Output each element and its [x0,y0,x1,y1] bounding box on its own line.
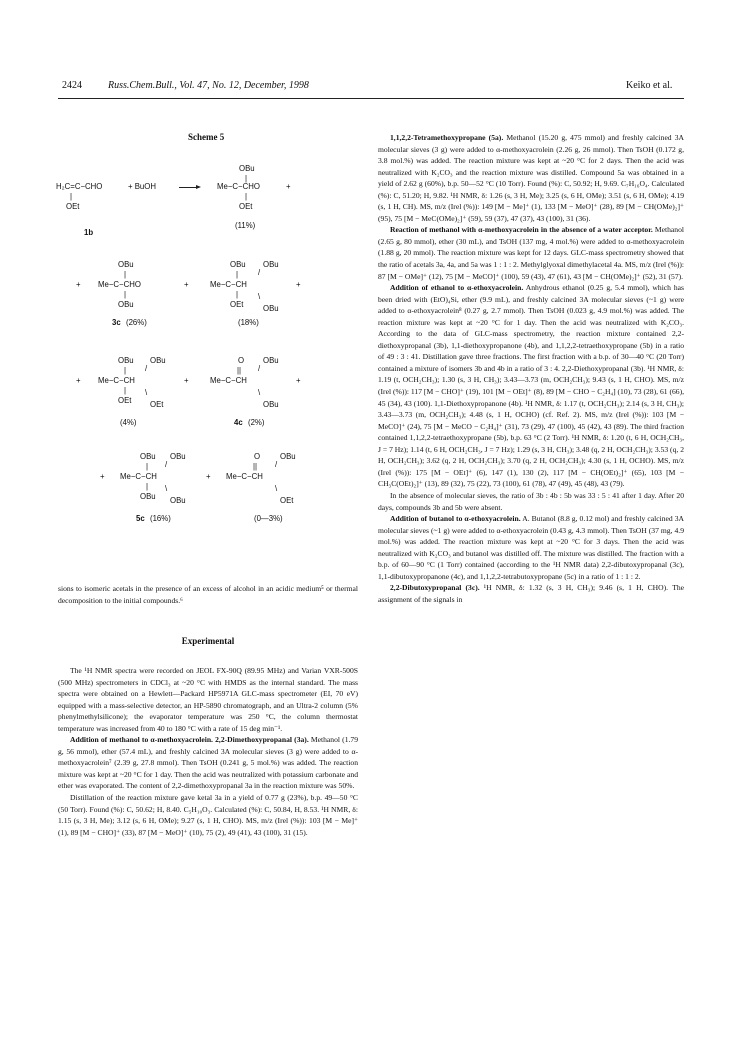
plus-sign: + [206,472,211,481]
paragraph-heading: 1,1,2,2-Tetramethoxypropane (5a). [390,133,504,142]
paragraph [378,132,684,224]
paragraph-heading: 2,2-Dibutoxypropanal (3c). [390,583,480,593]
right-column [378,132,684,605]
paragraph: sions to isomeric acetals in the presence of an excess of alcohol in an acidic medium⁵ or thermal decomposition to the initial compounds.⁶ [58,584,358,605]
bond: / [165,460,168,469]
bond: \ [258,388,261,397]
paragraph [378,513,684,582]
plus-sign: + [184,280,189,289]
obu-label: OBu [140,492,156,501]
bond: / [145,364,148,373]
product-oet: OEt [239,202,253,211]
compound-5c-label: 5c [136,514,145,523]
obu-label: OBu [170,496,186,505]
obu-label: OBu [150,356,166,365]
section-title: Experimental [181,636,235,646]
paragraph-heading: Reaction of methanol with α-methoxyacrolein in the absence of a water acceptor. [390,225,653,235]
paragraph [58,665,358,734]
left-column-top [58,583,358,606]
bond: \ [145,388,148,397]
product-formula-3c-prefix: Me−C−CHO [217,182,260,191]
plus-sign: + [100,472,105,481]
compound-3c-label: 3c [112,318,121,327]
running-authors: Keiko et al. [626,80,673,91]
paragraph [58,734,358,792]
product-obu: OBu [239,164,255,173]
bond: | [124,386,127,395]
obu-label: OBu [263,356,279,365]
bond: / [275,460,278,469]
yield-4: (4%) [120,418,137,427]
paragraph-heading: Addition of butanol to α-ethoxyacrolein. [390,514,521,524]
obu-label: OBu [118,356,134,365]
bond: | [124,270,127,279]
paragraph-text: The ¹H NMR spectra were recorded on JEOL FX-90Q (89.95 MHz) and Varian VXR-500S (500 MHz) spectrometers in CDCl₃ at ~20 °C with HMDS as the internal standard. The mass spectra were obtained on a Hewlett—Packard HP5971A GLC-mass spectrometer (EI, 70 eV) equipped with a mass-selective detector, an HP-5890 chromatograph, and an Ultra-2 column (5% phenylmethylsilicone); the evaporator temperature was 250 °C, the column thermostat temperature was increased from 40 to 180 °C with a rate of 15 deg min⁻¹. [58,666,358,733]
obu-label: OBu [118,300,134,309]
paragraph-text: In the absence of molecular sieves, the ratio of 3b : 4b : 5b was 33 : 5 : 41 after 1 day. After 20 days, compounds 3b and 5b were absent. [378,490,684,512]
header-rule [58,98,684,99]
obu-label: OBu [140,452,156,461]
obu-label: OBu [280,452,296,461]
formula-3c: Me−C−CHO [98,280,141,289]
bond: | [245,174,248,183]
bond: | [236,270,239,279]
formula-last: Me−C−CH [226,472,263,481]
paragraph [378,490,684,513]
obu-label: OBu [118,260,134,269]
bond: / [258,268,261,277]
bond: \ [258,292,261,301]
yield-11: (11%) [235,221,256,230]
bond: / [258,364,261,373]
paragraph-heading: Addition of methanol to α-methoxyacrolein. 2,2-Dimethoxypropanal (3a). [70,735,309,745]
paragraph-heading: Addition of ethanol to α-ethoxyacrolein. [390,283,524,293]
page-number: 2424 [62,80,82,91]
bond: | [236,290,239,299]
oet-label: OEt [118,396,132,405]
paragraph [378,282,684,490]
obu-label: OBu [170,452,186,461]
obu-label: OBu [263,400,279,409]
formula-row3a: Me−C−CH [98,376,135,385]
yield-4c: (2%) [248,418,265,427]
bond: | [146,462,149,471]
bond: || [253,462,258,471]
bond: \ [165,484,168,493]
paragraph [58,792,358,838]
reaction-arrow [179,187,199,188]
plus-sign: + [296,280,301,289]
oxo-label: O [238,356,245,365]
reaction-scheme [56,148,368,568]
compound-1b-label: 1b [84,228,94,237]
obu-label: OBu [263,304,279,313]
bond: \ [275,484,278,493]
yield-5c: (16%) [150,514,171,523]
reactant-oet: OEt [66,202,80,211]
plus-sign: + [296,376,301,385]
paragraph-text: Methanol (1.79 g, 56 mmol), ether (57.4 mL), and freshly calcined 3A molecular sieves (3 g) were added to α-methoxyacrolein⁷ (2.39 g, 27.8 mmol). Then TsOH (0.241 g, 5 mol.%) was added. The reaction mixture was kept at ~20 °C for 1 day. Then the acid was neutralized with potassium carbonate and ether was evaporated. The content of 2,2-dimethoxypropanal 3a in the reaction mixture was 50%. [58,735,358,791]
obu-label: OBu [263,260,279,269]
bond: | [245,192,248,201]
paragraph [378,224,684,282]
bond: || [237,366,242,375]
bond: | [146,482,149,491]
journal-citation: Russ.Chem.Bull., Vol. 47, No. 12, December, 1998 [108,80,309,91]
obu-label: OBu [230,260,246,269]
compound-4c-label: 4c [234,418,243,427]
yield-0-3: (0—3%) [254,514,283,523]
formula-4c: Me−C−CH [210,376,247,385]
reactant-1b-formula: H₂C=C−CHO [56,182,103,191]
paragraph-text: ¹H NMR, δ: 1.32 (s, 3 H, CH₃); 9.46 (s, 1 H, CHO). The assignment of the signals in [378,583,685,604]
paragraph [378,582,684,605]
bond: | [124,290,127,299]
oet-label: OEt [150,400,164,409]
oet-label: OEt [280,496,294,505]
formula-5c: Me−C−CH [120,472,157,481]
plus-sign: + [76,376,81,385]
oet-label: OEt [230,300,244,309]
scheme-title: Scheme 5 [188,132,225,142]
yield-3c: (26%) [126,318,147,327]
paragraph-text: Methanol (2.65 g, 80 mmol), ether (30 mL), and TsOH (137 mg, 4 mol.%) were added to α-methoxyacrolein (1.88 g, 20 mmol). The reaction mixture was kept for 12 days. GLC-mass spectrometry showed that the ratio of acetals 3a, 4a, and 5a was 1 : 1 : 2. Methylglyoxal dimethylacetal 4a. MS, m/z (Irel (%)): 87 [M − OMe]⁺ (12), 75 [M − MeCO]⁺ (100), 59 (43), 47 (61), 43 [M − CH(OMe)₂]⁺ (52), 31 (57). [378,225,684,281]
left-column [58,665,358,838]
paragraph-text: Anhydrous ethanol (0.25 g, 5.4 mmol), which has been dried with (EtO)₄Si, ether (9.9 mL), and freshly calcined 3A molecular sieves (~1 g) were added to α-ethoxyacrolein⁸ (0.27 g, 2.7 mmol). Then TsOH (0.023 g, 4.9 mol.%) was added. The reaction mixture was kept at ~20 °C for 1 day. Then the acid was neutralized with K₂CO₃. According to the data of GLC-mass spectrometry, the reaction mixture contained 2,2-diethoxypropanal (3b), 1,1-diethoxypropanone (4b), and 1,1,2,2-tetraethoxypropane (5b) in a ratio of 49 : 3 : 41. Distillation gave three fractions. The first fraction with a b.p. of 30—40 °C (20 Torr) contained a mixture of isomers 3b and 4b in a ratio of 3 : 4. 2,2-Diethoxypropanal (3b). ¹H NMR, δ: 1.19 (t, OCH₂CH₃); 1.30 (s, 3 H, CH₃); 3.43—3.73 (m, OCH₂CH₃); 9.43 (s, 1 H, CHO). MS, m/z (Irel (%)): 117 [M − CHO]⁺ (19), 101 [M − OEt]⁺ (8), 89 [M − CHO − C₂H₄] (10), 73 (28), 61 (66), 45 (34), 43 (100). 1,1-Diethoxypropanone (4b). ¹H NMR, δ: 1.17 (t, OCH₂CH₃); 2.14 (s, 3 H, CH₃); 3.43—3.73 (m, OCH₂CH₃); 4.48 (s, 1 H, OCHO) (cf. Ref. 2). MS, m/z (Irel (%)): 103 [M − MeCO]⁺ (24), 75 [M − MeCO − C₂H₄]⁺ (31), 73 (29), 47 (100), 45 (42), 43 (89). The third fraction contained 1,1,2,2-tetraethoxypropane (5b), b.p. 63 °C (2 Torr). ¹H NMR, δ: 1.20 (t, 6 H, OCH₂CH₃, J = 7 Hz); 1.14 (t, 6 H, OCH₂CH₃, J = 7 Hz); 1.29 (s, 3 H, CH₃); 3.48 (q, 2 H, OCH₂CH₃); 3.53 (q, 2 H, OCH₂CH₃); 3.62 (q, 2 H, OCH₂CH₃); 3.70 (q, 2 H, OCH₂CH₃); 4.30 (s, 1 H, OCHO). MS, m/z (Irel (%)): 175 [M − OEt]⁺ (6), 147 (1), 130 (2), 117 [M − CH(OEt)₂]⁺ (65), 103 [M − CH₃C(OEt)₂]⁺ (13), 89 (32), 75 (22), 73 (100), 61 (78), 47 (49), 45 (48), 43 (79). [378,283,685,489]
paragraph-text: A. Butanol (8.8 g, 0.12 mol) and freshly calcined 3A molecular sieves (~1 g) were added to α-ethoxyacrolein (0.43 g, 4.3 mmol). Then TsOH (37 mg, 4.9 mol.%) was added. The reaction mixture was kept at ~20 °C for 3 days. Then the acid was neutralized with K₂CO₃ and butanol was distilled off. The mixture was distilled. The fraction with a b.p. of 60—90 °C (1 Torr) contained (according to the ¹H NMR data) 2,2-dibutoxypropanal (3c), 1,1-dibutoxypropanone (4c), and 1,1,2,2-tetrabutoxypropane (5c) in a ratio of 1 : 1 : 2. [378,514,684,581]
yield-18: (18%) [238,318,259,327]
formula-row2: Me−C−CH [210,280,247,289]
paragraph-text: Methanol (15.20 g, 475 mmol) and freshly calcined 3A molecular sieves (3 g) were added to α-methoxyacrolein (2.26 g, 26 mmol). Then TsOH (0.172 g, 3.8 mol.%) was added. The reaction mixture was kept at ~20 °C for 2 days. Then the acid was neutralized with K₂CO₃ and the reaction mixture was distilled. Compound 5a was obtained in a yield of 2.62 g (60%), b.p. 50—52 °C (10 Torr). Found (%): C, 50.92; H, 9.69. C₇H₁₆O₄. Calculated (%): C, 51.20; H, 9.82. ¹H NMR, δ: 1.26 (s, 3 H, Me); 3.25 (s, 6 H, OMe); 3.51 (s, 6 H, OMe); 4.19 (s, 1 H, CH). MS, m/z (Irel (%)): 149 [M − Me]⁺ (1), 133 [M − MeO]⁺ (28), 89 [M − CH(OMe)₂]⁺ (95), 75 [M − MeC(OMe)₂]⁺ (59), 59 (37), 47 (37), 43 (100), 31 (36). [378,133,685,223]
butanol-reagent: + BuOH [128,182,156,191]
oxo-label: O [254,452,261,461]
bond: | [124,366,127,375]
bond: | [70,192,73,201]
plus-sign: + [76,280,81,289]
plus-sign: + [184,376,189,385]
paragraph-text: Distillation of the reaction mixture gave ketal 3a in a yield of 0.77 g (23%), b.p. 49—50 °C (50 Torr). Found (%): C, 50.62; H, 8.40. C₅H₁₀O₃. Calculated (%): C, 50.84, H, 8.53. ¹H NMR, δ: 1.15 (s, 3 H, Me); 3.12 (s, 6 H, OMe); 9.27 (s, 1 H, CHO). MS, m/z (Irel (%)): 103 [M − Me]⁺ (1), 89 [M − CHO]⁺ (33), 87 [M − MeO]⁺ (10), 75 (2), 49 (41), 43 (100), 31 (15). [58,793,358,837]
plus-sign: + [286,182,291,191]
